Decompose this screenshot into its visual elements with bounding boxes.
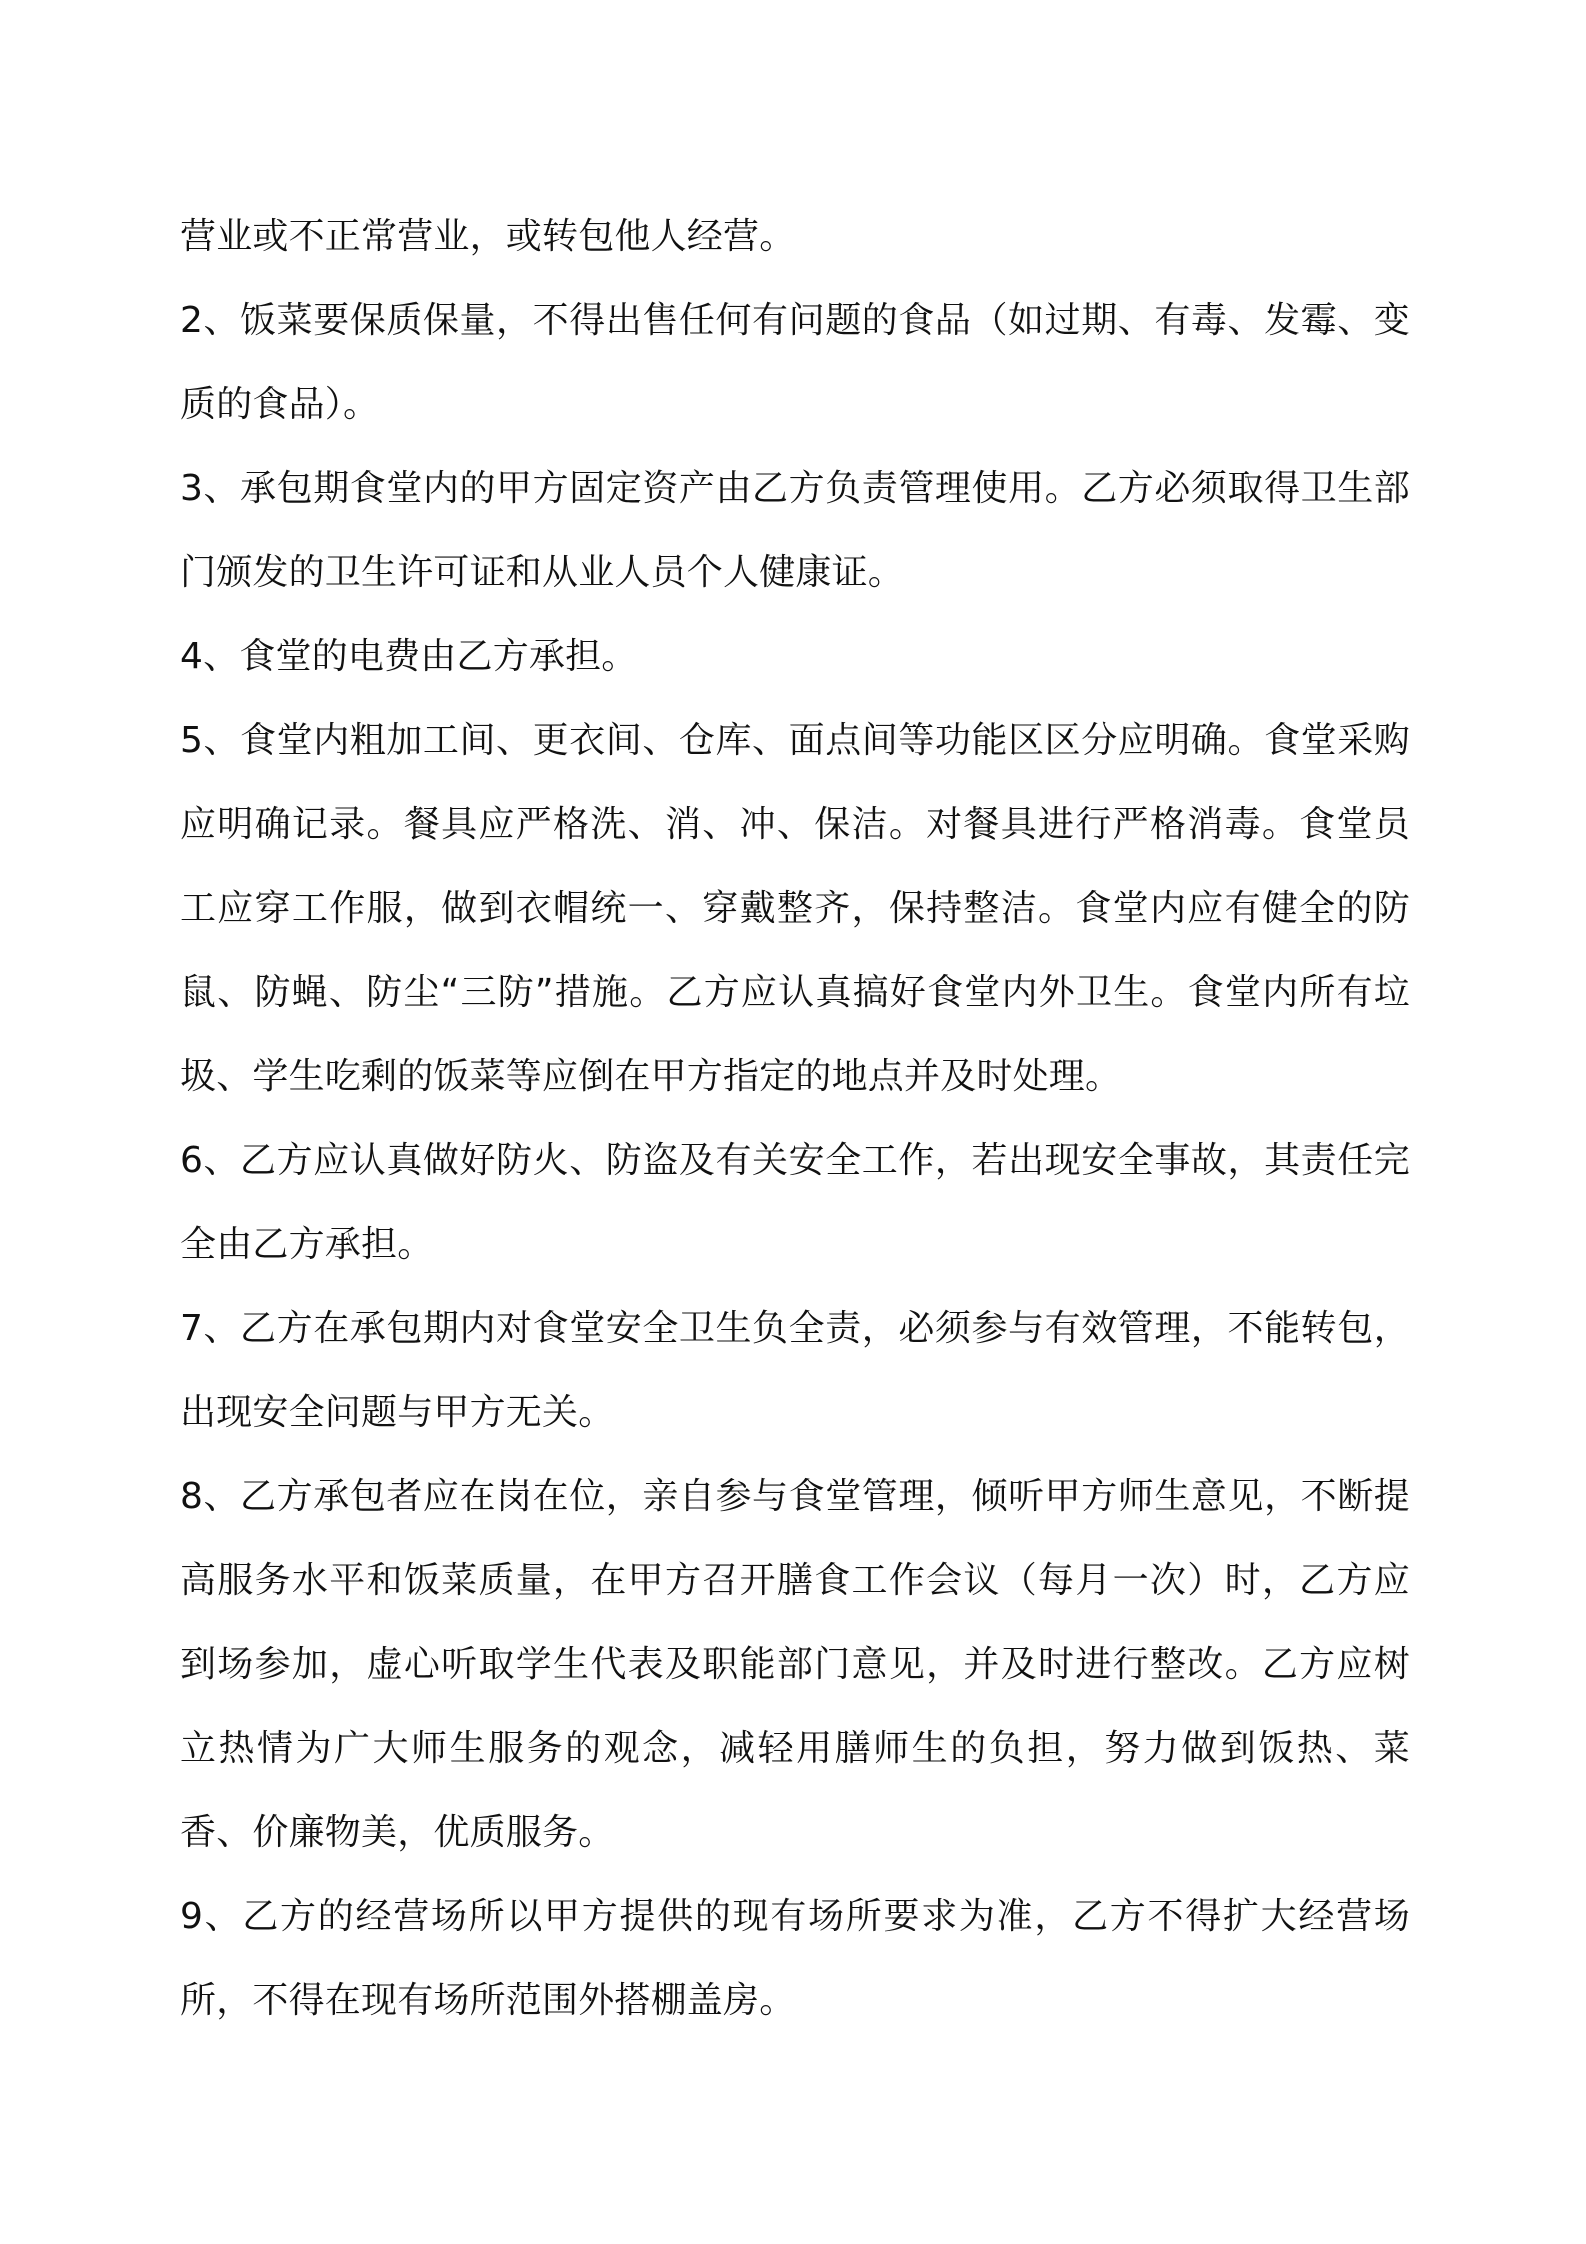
clause-2: 2、饭菜要保质保量，不得出售任何有问题的食品（如过期、有毒、发霉、变质的食品）。: [180, 300, 1410, 425]
clause-5: 5、食堂内粗加工间、更衣间、仓库、面点间等功能区区分应明确。食堂采购应明确记录。餐具应严格洗、消、冲、保洁。对餐具进行严格消毒。食堂员工应穿工作服，做到衣帽统一、穿戴整齐，保持整洁。食堂内应有健全的防鼠、防蝇、防尘“三防”措施。乙方应认真搞好食堂内外卫生。食堂内所有垃圾、学生吃剩的饭菜等应倒在甲方指定的地点并及时处理。: [180, 720, 1410, 1097]
document-body: [180, 195, 1410, 2043]
clause-8: 8、乙方承包者应在岗在位，亲自参与食堂管理，倾听甲方师生意见，不断提高服务水平和饭菜质量，在甲方召开膳食工作会议（每月一次）时，乙方应到场参加，虚心听取学生代表及职能部门意见，并及时进行整改。乙方应树立热情为广大师生服务的观念，减轻用膳师生的负担，努力做到饭热、菜香、价廉物美，优质服务。: [180, 1476, 1410, 1853]
clause-7: 7、乙方在承包期内对食堂安全卫生负全责，必须参与有效管理，不能转包，出现安全问题与甲方无关。: [180, 1308, 1410, 1433]
clause-6: 6、乙方应认真做好防火、防盗及有关安全工作，若出现安全事故，其责任完全由乙方承担。: [180, 1140, 1410, 1265]
paragraph-continuation: 营业或不正常营业，或转包他人经营。: [180, 216, 796, 257]
clause-9: 9、乙方的经营场所以甲方提供的现有场所要求为准，乙方不得扩大经营场所，不得在现有场所范围外搭棚盖房。: [180, 1896, 1410, 2021]
clause-4: 4、食堂的电费由乙方承担。: [180, 636, 638, 677]
clause-3: 3、承包期食堂内的甲方固定资产由乙方负责管理使用。乙方必须取得卫生部门颁发的卫生许可证和从业人员个人健康证。: [180, 468, 1410, 593]
